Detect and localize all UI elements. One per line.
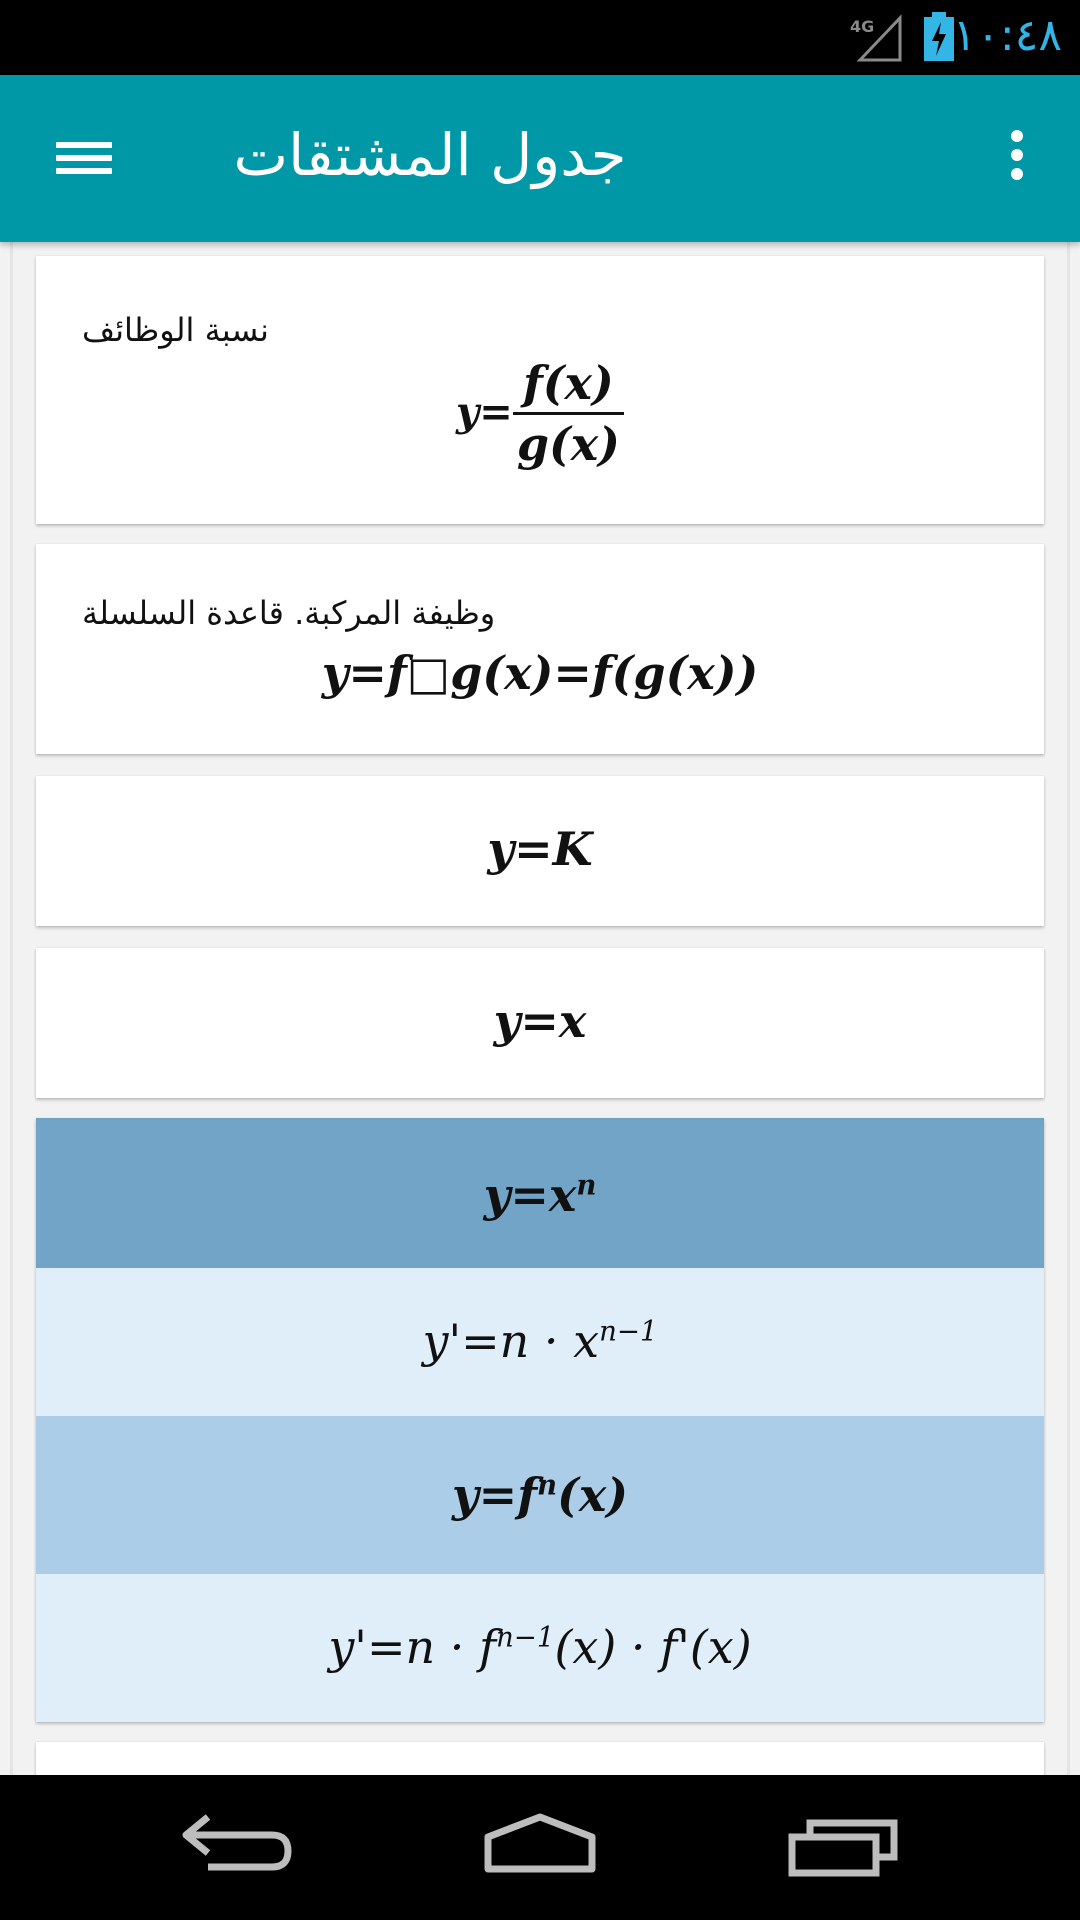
svg-text:4G: 4G [850, 17, 875, 36]
status-clock: ١٠:٤٨ [952, 10, 1062, 61]
power-function-formula [36, 1168, 1044, 1222]
chain-rule-formula: y=f□g(x)=f(g(x)) [321, 646, 759, 700]
app-bar [0, 75, 1080, 242]
formula-rhs: (x) · f'(x) [554, 1620, 752, 1674]
formula-lhs: y=f [451, 1468, 538, 1522]
formula-exponent: n−1 [496, 1620, 555, 1654]
card-next-partial[interactable] [36, 1742, 1044, 1775]
card-identity[interactable] [36, 948, 1044, 1098]
fraction-numerator: f(x) [513, 356, 624, 415]
navigation-bar [0, 1775, 1080, 1920]
formula-base: y=x [483, 1168, 577, 1222]
fraction-denominator: g(x) [516, 417, 620, 471]
back-icon[interactable] [180, 1805, 300, 1891]
signal-icon [848, 14, 904, 62]
formula-exponent: n [576, 1168, 597, 1202]
power-derivative-formula [36, 1314, 1044, 1368]
identity-formula: y=x [493, 994, 587, 1048]
derivatives-list[interactable] [0, 242, 1080, 1775]
constant-formula: y=K [487, 822, 593, 876]
battery-charging-icon [922, 12, 956, 62]
power-composite-derivative-row [36, 1574, 1044, 1722]
card-label: وظيفة المركبة. قاعدة السلسلة [82, 594, 496, 632]
card-power-rule-expanded[interactable] [36, 1118, 1044, 1722]
quotient-formula [36, 356, 1044, 471]
overflow-menu-icon[interactable] [982, 120, 1052, 190]
recents-icon[interactable] [784, 1805, 904, 1891]
card-label: نسبة الوظائف [82, 311, 269, 349]
formula-exponent: n [537, 1468, 558, 1502]
power-composite-derivative-formula [36, 1620, 1044, 1674]
formula-lhs: y= [456, 388, 513, 436]
menu-icon[interactable] [40, 120, 128, 190]
app-title: جدول المشتقات [233, 121, 627, 189]
formula-exponent: n−1 [599, 1314, 658, 1348]
card-constant[interactable] [36, 776, 1044, 926]
card-chain-rule[interactable] [36, 544, 1044, 754]
fraction [513, 356, 624, 471]
power-function-header[interactable] [36, 1118, 1044, 1268]
formula-lhs: y'=n · x [422, 1314, 600, 1368]
formula-lhs: y'=n · f [328, 1620, 497, 1674]
power-composite-header[interactable] [36, 1416, 1044, 1574]
status-bar [0, 0, 1080, 75]
card-quotient[interactable] [36, 256, 1044, 524]
power-composite-formula [36, 1468, 1044, 1522]
home-icon[interactable] [480, 1805, 600, 1891]
power-derivative-row [36, 1268, 1044, 1416]
formula-rhs: (x) [557, 1468, 629, 1522]
